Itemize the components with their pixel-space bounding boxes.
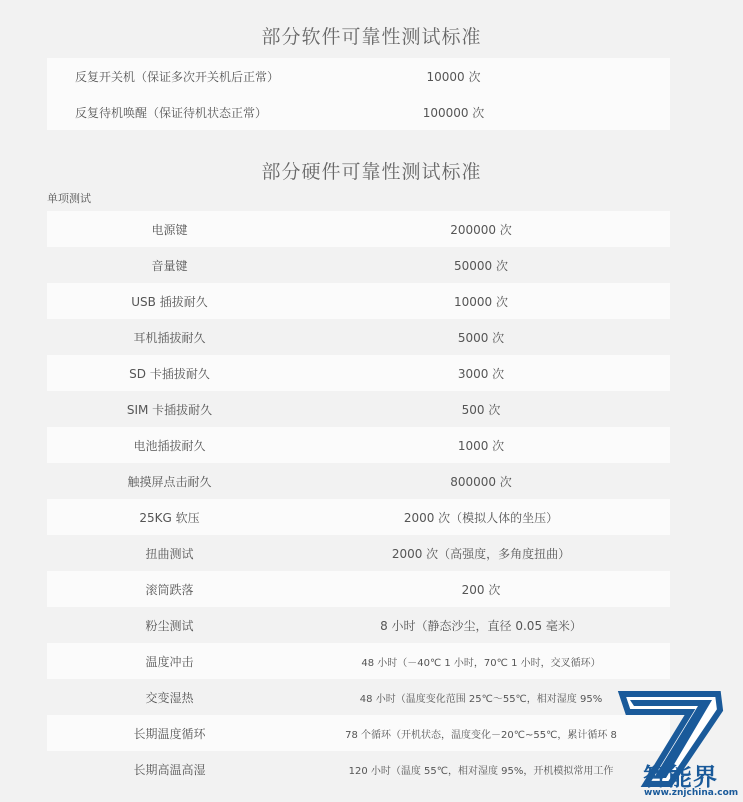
test-value: 48 小时（－40℃ 1 小时，70℃ 1 小时，交叉循环） (361, 657, 601, 669)
software-section-title: 部分软件可靠性测试标准 (261, 26, 482, 48)
software-table (47, 58, 670, 130)
test-item: 滚筒跌落 (145, 582, 194, 597)
test-value: 2000 次（模拟人体的坐压） (403, 510, 559, 525)
table-row (47, 283, 670, 319)
test-value: 200000 次 (450, 222, 512, 237)
test-item: 25KG 软压 (139, 510, 200, 525)
table-row (47, 319, 670, 355)
test-item: 反复开关机（保证多次开关机后正常） (75, 69, 280, 84)
test-item: 扭曲测试 (145, 546, 194, 561)
test-value: 1000 次 (457, 438, 505, 453)
watermark-url: www.znjchina.com (644, 788, 739, 798)
watermark-text: 智能界 (643, 763, 718, 791)
test-value: 50000 次 (454, 258, 508, 273)
subheading: 单项测试 (47, 192, 91, 205)
test-item: 音量键 (151, 258, 188, 273)
test-item: 长期高温高湿 (133, 762, 206, 777)
test-item: 反复待机唤醒（保证待机状态正常） (75, 105, 268, 120)
table-row (47, 247, 670, 283)
table-row (47, 355, 670, 391)
test-item: SIM 卡插拔耐久 (126, 402, 213, 417)
table-row (47, 571, 670, 607)
test-item: 长期温度循环 (133, 726, 206, 741)
hardware-table (47, 211, 670, 787)
test-item: SD 卡插拔耐久 (129, 366, 210, 381)
test-item: USB 插拔耐久 (131, 294, 208, 309)
table-row (47, 391, 670, 427)
table-row (47, 679, 670, 715)
test-item: 触摸屏点击耐久 (127, 474, 212, 489)
test-value: 8 小时（静态沙尘，直径 0.05 毫米） (380, 618, 582, 633)
hardware-section-title: 部分硬件可靠性测试标准 (261, 161, 482, 183)
test-value: 78 个循环（开机状态，温度变化－20℃~55℃，累计循环 8 (345, 729, 617, 741)
test-value: 500 次 (461, 402, 501, 417)
test-value: 10000 次 (454, 294, 508, 309)
table-row (47, 94, 670, 130)
table-row (47, 535, 670, 571)
table-row (47, 643, 670, 679)
test-value: 200 次 (461, 582, 501, 597)
table-row (47, 463, 670, 499)
table-row (47, 58, 670, 94)
table-row (47, 499, 670, 535)
test-item: 电源键 (151, 222, 188, 237)
test-value: 48 小时（温度变化范围 25℃～55℃，相对湿度 95% (359, 693, 603, 705)
table-row (47, 211, 670, 247)
test-item: 温度冲击 (145, 654, 194, 669)
test-value: 800000 次 (450, 474, 512, 489)
test-value: 100000 次 (422, 105, 485, 120)
table-row (47, 715, 670, 751)
test-item: 电池插拔耐久 (133, 438, 206, 453)
test-value: 3000 次 (457, 366, 505, 381)
table-row (47, 751, 670, 787)
test-item: 交变湿热 (145, 690, 194, 705)
test-value: 5000 次 (457, 330, 505, 345)
test-value: 2000 次（高强度，多角度扭曲） (391, 546, 571, 561)
test-item: 耳机插拔耐久 (133, 330, 206, 345)
table-row (47, 607, 670, 643)
table-row (47, 427, 670, 463)
test-value: 120 小时（温度 55℃，相对湿度 95%，开机模拟常用工作 (348, 765, 614, 777)
test-item: 粉尘测试 (145, 618, 194, 633)
test-value: 10000 次 (426, 69, 481, 84)
